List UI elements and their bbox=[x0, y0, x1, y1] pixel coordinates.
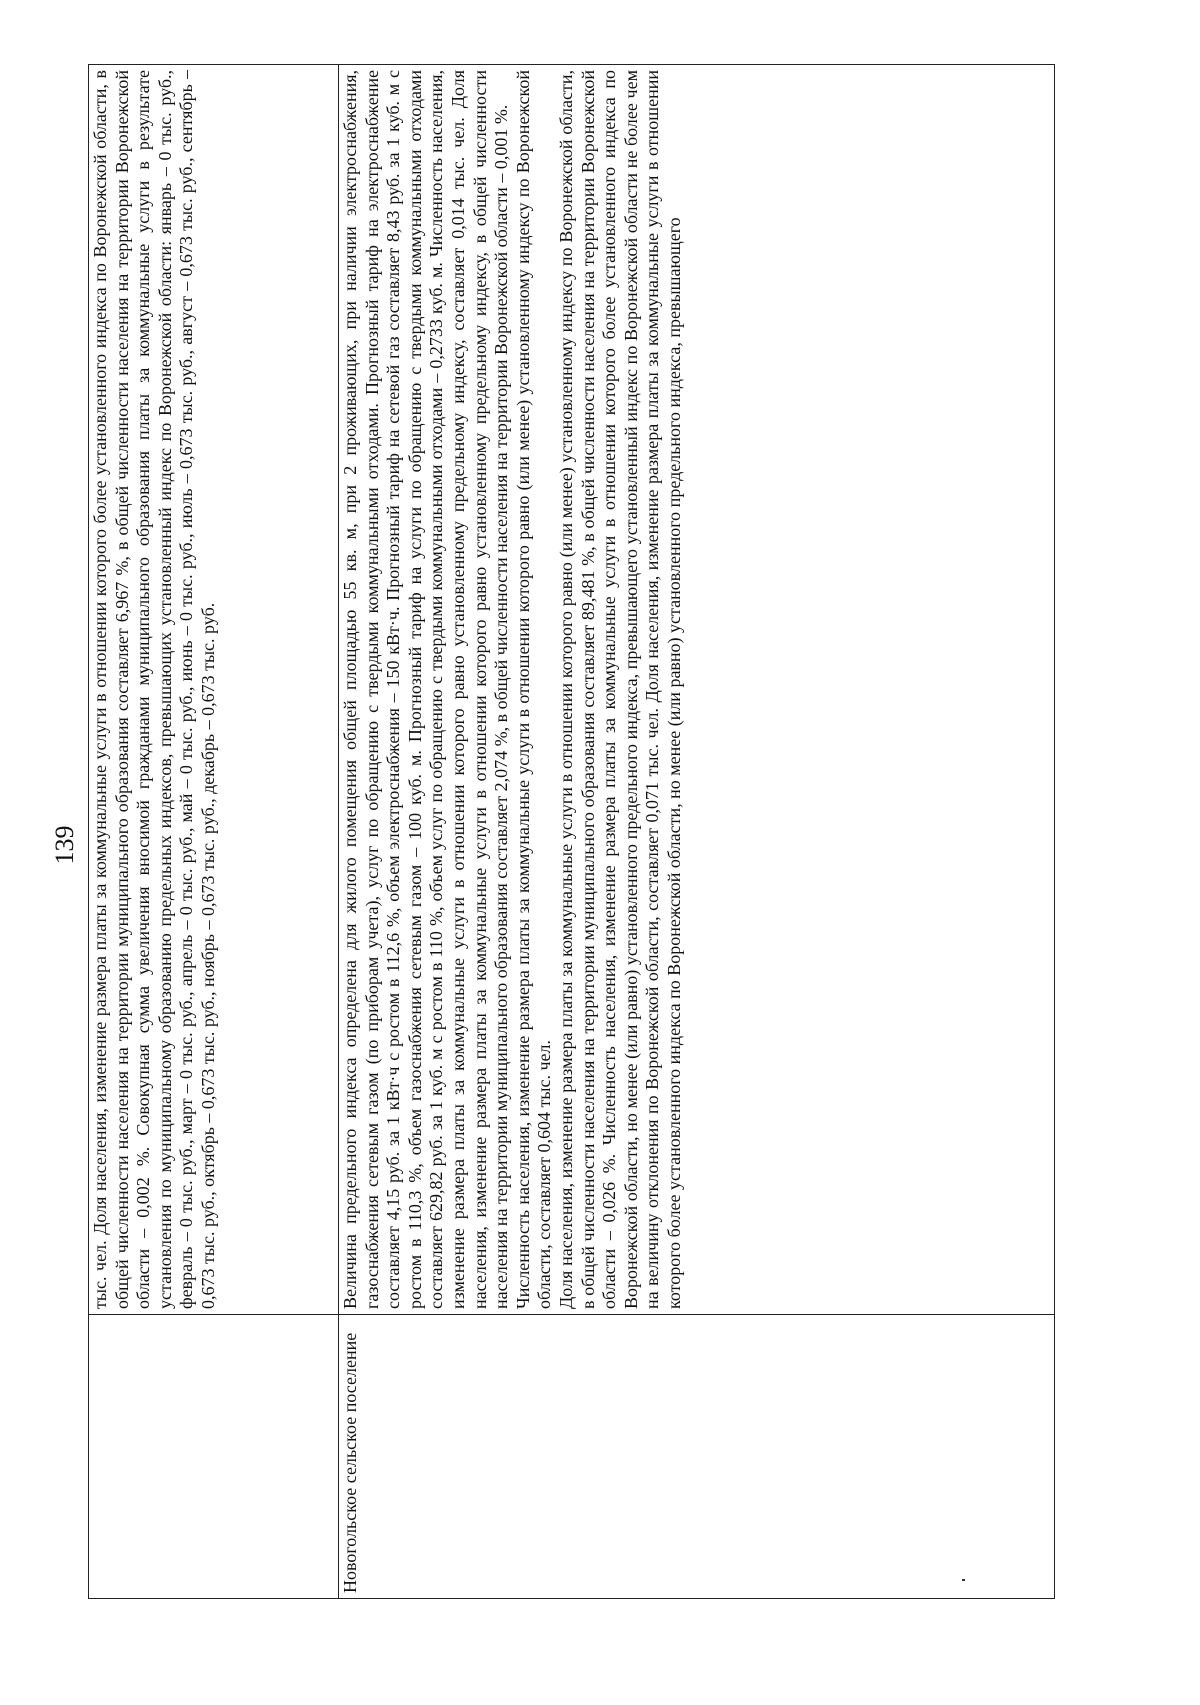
table-row bbox=[339, 65, 1055, 1599]
description-cell bbox=[89, 65, 339, 1315]
description-paragraph: Величина предельного индекса определена для жилого помещения общей площадью 55 кв. м, при 2 проживающих, при наличии электроснабжения, газоснабжения сетевым газом (по приборам учета), услуг по обращению с твердыми коммунальными отходами. Прогнозный тариф на электроснабжение составляет 4,15 руб. за 1 кВт·ч с ростом в 112,6 %, объем электроснабжения – 150 кВт·ч. Прогнозный тариф на сетевой газ составляет 8,43 руб. за 1 куб. м с ростом в 110,3 %, объем газоснабжения сетевым газом – 100 куб. м. Прогнозный тариф на услуги по обращению с твердыми коммунальными отходами составляет 629,82 руб. за 1 куб. м с ростом в 110 %, объем услуг по обращению с твердыми коммунальными отходами – 0,2733 куб. м. Численность населения, изменение размера платы за коммунальные услуги в отношении которого равно установленному предельному индексу, составляет 0,014 тыс. чел. Доля населения, изменение размера платы за коммунальные услуги в отношении которого равно установленному предельному индексу, в общей численности населения на территории муниципального образования составляет 2,074 %, в общей численности населения на территории Воронежской области – 0,001 %. bbox=[340, 70, 512, 1309]
description-paragraph: Численность населения, изменение размера платы за коммунальные услуги в отношении которого равно (или менее) установленному индексу по Воронежской области, составляет 0,604 тыс. чел. bbox=[512, 70, 555, 1309]
table-row bbox=[89, 65, 339, 1599]
municipality-name-cell bbox=[89, 1315, 339, 1599]
tariff-index-table bbox=[88, 64, 1055, 1599]
municipality-name-cell: Новогольское сельское поселение bbox=[339, 1315, 1055, 1599]
page-number: 139 bbox=[50, 825, 79, 865]
description-paragraph: тыс. чел. Доля населения, изменение размера платы за коммунальные услуги в отношении которого более установленного индекса по Воронежской области, в общей численности населения на территории муниципального образования составляет 6,967 %, в общей численности населения на территории Воронежской области – 0,002 %. Совокупная сумма увеличения вносимой гражданами муниципального образования платы за коммунальные услуги в результате установления по муниципальному образованию предельных индексов, превышающих установленный индекс по Воронежской области: январь – 0 тыс. руб., февраль – 0 тыс. руб., март – 0 тыс. руб., апрель – 0 тыс. руб., май – 0 тыс. руб., июнь – 0 тыс. руб., июль – 0,673 тыс. руб., август – 0,673 тыс. руб., сентябрь – 0,673 тыс. руб., октябрь – 0,673 тыс. руб., ноябрь – 0,673 тыс. руб., декабрь – 0,673 тыс. руб. bbox=[90, 70, 218, 1309]
scan-speck bbox=[962, 1579, 965, 1581]
description-cell bbox=[339, 65, 1055, 1315]
description-paragraph: Доля населения, изменение размера платы за коммунальные услуги в отношении которого равно (или менее) установленному индексу по Воронежской области, в общей численности населения на территории муниципального образования составляет 89,481 %, в общей численности населения на территории Воронежской области – 0,026 %. Численность населения, изменение размера платы за коммунальные услуги в отношении которого более установленного индекса по Воронежской области, но менее (или равно) установленного предельного индекса, превышающего установленный индекс по Воронежской области не более чем на величину отклонения по Воронежской области, составляет 0,071 тыс. чел. Доля населения, изменение размера платы за коммунальные услуги в отношении которого более установленного индекса по Воронежской области, но менее (или равно) установленного предельного индекса, превышающего bbox=[555, 70, 684, 1309]
